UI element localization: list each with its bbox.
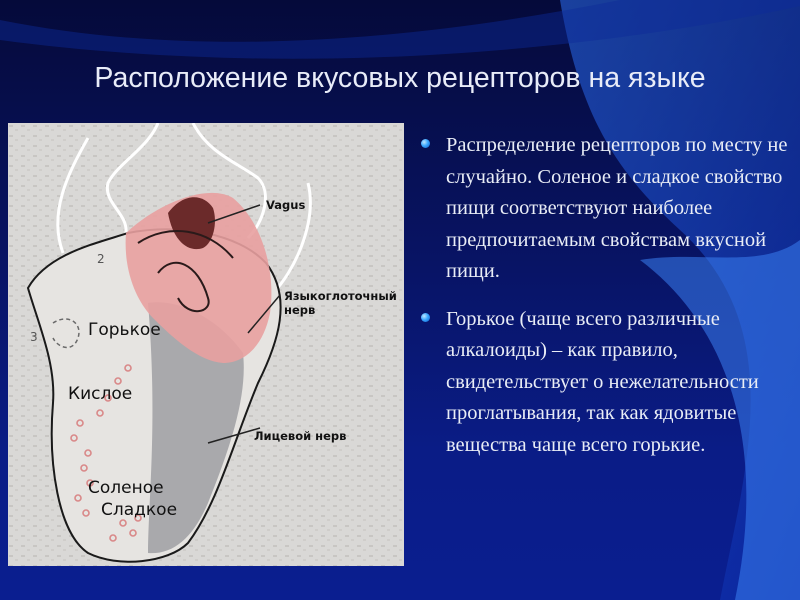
label-glossopharyngeal-line1: Языкоглоточный [284, 289, 397, 303]
bullet-icon [421, 139, 430, 148]
label-vagus: Vagus [266, 198, 306, 212]
bullet-text: Распределение рецепторов по месту не случайно. Соленое и сладкое свойство пищи соответствуют наиболее предпочитаемым свойствам вкусной пищи. [446, 134, 788, 282]
slide-title: Расположение вкусовых рецепторов на языке [94, 62, 706, 94]
label-salty: Соленое [88, 478, 164, 498]
label-number-3: 3 [30, 330, 38, 344]
bullet-item [418, 130, 790, 288]
tongue-illustration [8, 123, 404, 566]
bullet-item [418, 304, 790, 462]
bullet-text: Горькое (чаще всего различные алкалоиды) – как правило, свидетельствует о нежелательности проглатывания, так как ядовитые вещества чаще всего горькие. [446, 307, 759, 456]
bullet-list [418, 130, 790, 477]
label-facial-nerve: Лицевой нерв [254, 429, 347, 443]
label-glossopharyngeal-line2: нерв [284, 303, 316, 317]
label-sweet: Сладкое [101, 500, 178, 520]
bullet-icon [421, 313, 430, 322]
label-sour: Кислое [68, 384, 133, 404]
label-bitter: Горькое [88, 320, 161, 340]
label-number-2: 2 [97, 252, 105, 266]
tongue-diagram [8, 123, 404, 566]
